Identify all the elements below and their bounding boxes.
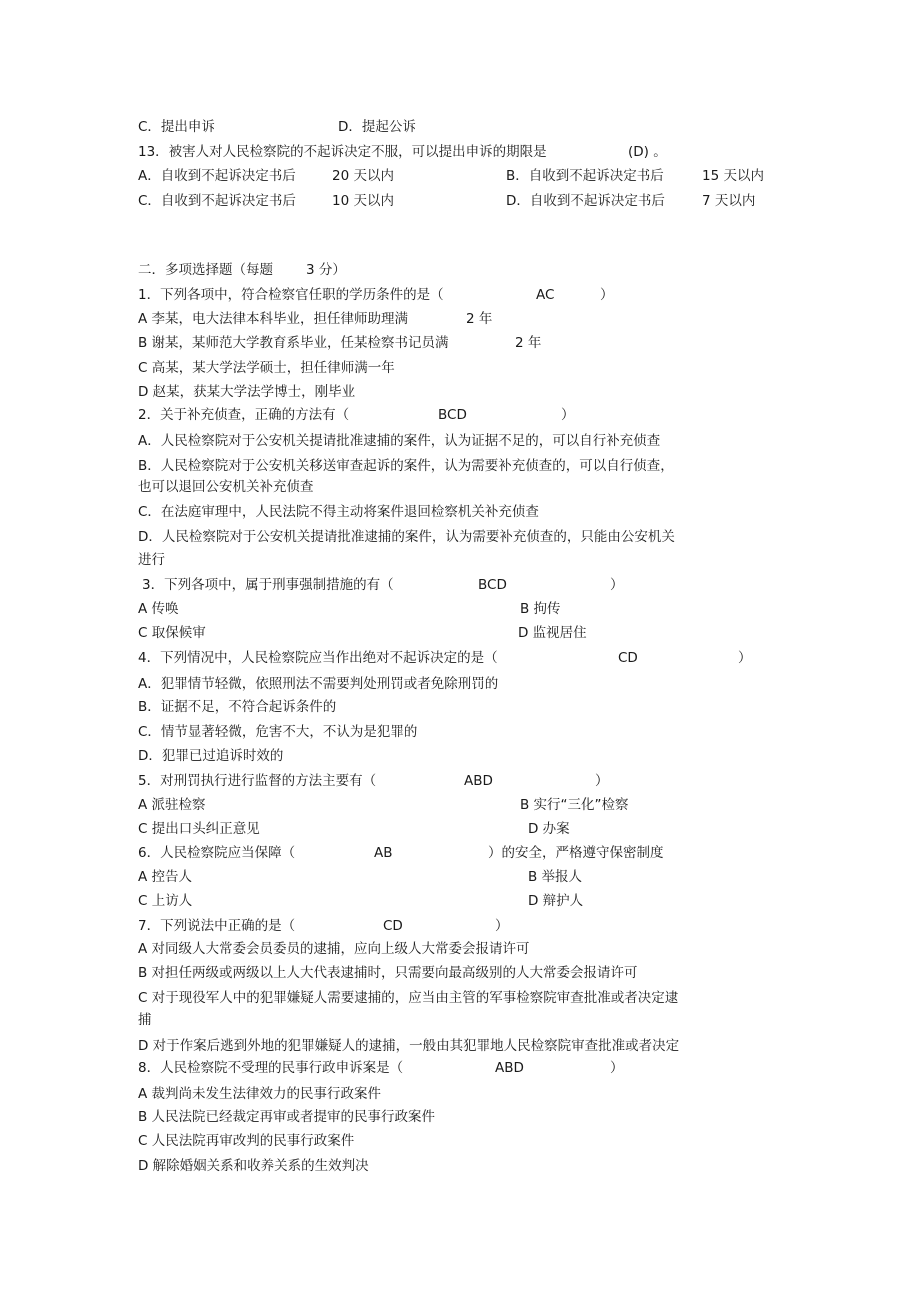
text-segment: D．自收到不起诉决定书后 bbox=[506, 193, 665, 209]
text-segment: ） bbox=[561, 407, 575, 423]
text-segment: B 人民法院已经裁定再审或者提审的民事行政案件 bbox=[138, 1109, 436, 1125]
text-segment: C．提出申诉 bbox=[138, 119, 215, 135]
text-segment: A．人民检察院对于公安机关提请批准逮捕的案件，认为证据不足的，可以自行补充侦查 bbox=[138, 433, 661, 449]
text-segment: AB bbox=[374, 845, 393, 861]
text-segment: A 对同级人大常委会员委员的逮捕，应向上级人大常委会报请许可 bbox=[138, 941, 530, 957]
text-segment: B 举报人 bbox=[528, 869, 583, 885]
text-segment: 5．对刑罚执行进行监督的方法主要有（ bbox=[138, 773, 377, 789]
text-segment: C．在法庭审理中，人民法院不得主动将案件退回检察机关补充侦查 bbox=[138, 504, 539, 520]
text-segment: ） bbox=[600, 287, 614, 303]
text-segment: A．自收到不起诉决定书后 bbox=[138, 168, 296, 184]
text-segment: 7 天以内 bbox=[702, 193, 756, 209]
text-segment: D 辩护人 bbox=[528, 893, 584, 909]
text-segment: D 监视居住 bbox=[518, 625, 587, 641]
text-segment: D 对于作案后逃到外地的犯罪嫌疑人的逮捕，一般由其犯罪地人民检察院审查批准或者决定 bbox=[138, 1038, 680, 1054]
text-segment: 捕 bbox=[138, 1012, 152, 1028]
text-segment: BCD bbox=[438, 407, 467, 423]
text-segment: 1．下列各项中，符合检察官任职的学历条件的是（ bbox=[138, 287, 444, 303]
text-segment: D 办案 bbox=[528, 821, 570, 837]
text-segment: D．人民检察院对于公安机关提请批准逮捕的案件，认为需要补充侦查的，只能由公安机关 bbox=[138, 529, 675, 545]
text-segment: ） bbox=[610, 577, 624, 593]
text-segment: ）的安全，严格遵守保密制度 bbox=[488, 845, 664, 861]
text-segment: B．证据不足，不符合起诉条件的 bbox=[138, 699, 337, 715]
text-segment: A 裁判尚未发生法律效力的民事行政案件 bbox=[138, 1086, 382, 1102]
text-segment: D．犯罪已过追诉时效的 bbox=[138, 748, 284, 764]
text-segment: ABD bbox=[495, 1060, 524, 1076]
text-segment: B 谢某，某师范大学教育系毕业，任某检察书记员满 bbox=[138, 335, 449, 351]
text-segment: B．人民检察院对于公安机关移送审查起诉的案件，认为需要补充侦查的，可以自行侦查， bbox=[138, 458, 674, 474]
text-segment: C 人民法院再审改判的民事行政案件 bbox=[138, 1133, 355, 1149]
text-segment: ） bbox=[495, 918, 509, 934]
text-segment: D．提起公诉 bbox=[338, 119, 416, 135]
text-segment: C 高某，某大学法学硕士，担任律师满一年 bbox=[138, 360, 395, 376]
text-segment: ） bbox=[610, 1060, 624, 1076]
text-segment: 2 年 bbox=[466, 311, 493, 327]
text-segment: C 提出口头纠正意见 bbox=[138, 821, 260, 837]
text-segment: C 上访人 bbox=[138, 893, 193, 909]
text-segment: ） bbox=[595, 773, 609, 789]
text-segment: 也可以退回公安机关补充侦查 bbox=[138, 479, 314, 495]
text-segment: 7．下列说法中正确的是（ bbox=[138, 918, 296, 934]
text-segment: 3 分） bbox=[306, 262, 346, 278]
text-segment: 13．被害人对人民检察院的不起诉决定不服，可以提出申诉的期限是 bbox=[138, 144, 547, 160]
text-segment: D 解除婚姻关系和收养关系的生效判决 bbox=[138, 1158, 369, 1174]
text-segment: 2．关于补充侦查，正确的方法有（ bbox=[138, 407, 350, 423]
text-segment: BCD bbox=[478, 577, 507, 593]
text-segment: 10 天以内 bbox=[332, 193, 394, 209]
text-segment: ） bbox=[738, 650, 752, 666]
text-segment: 6．人民检察院应当保障（ bbox=[138, 845, 296, 861]
text-segment: B 实行“三化”检察 bbox=[520, 797, 629, 813]
text-segment: B 对担任两级或两级以上人大代表逮捕时，只需要向最高级别的人大常委会报请许可 bbox=[138, 965, 638, 981]
text-segment: B．自收到不起诉决定书后 bbox=[506, 168, 664, 184]
text-segment: 3．下列各项中，属于刑事强制措施的有（ bbox=[142, 577, 394, 593]
text-segment: A 李某，电大法律本科毕业，担任律师助理满 bbox=[138, 311, 409, 327]
text-segment: 2 年 bbox=[515, 335, 542, 351]
text-segment: 15 天以内 bbox=[702, 168, 764, 184]
text-segment: C 对于现役军人中的犯罪嫌疑人需要逮捕的，应当由主管的军事检察院审查批准或者决定逮 bbox=[138, 990, 679, 1006]
text-segment: ABD bbox=[464, 773, 493, 789]
text-segment: B 拘传 bbox=[520, 601, 561, 617]
text-segment: A．犯罪情节轻微，依照刑法不需要判处刑罚或者免除刑罚的 bbox=[138, 676, 499, 692]
text-segment: 4．下列情况中，人民检察院应当作出绝对不起诉决定的是（ bbox=[138, 650, 498, 666]
text-segment: CD bbox=[383, 918, 403, 934]
text-segment: 二．多项选择题（每题 bbox=[138, 262, 273, 278]
text-segment: A 传唤 bbox=[138, 601, 179, 617]
text-segment: (D) 。 bbox=[628, 144, 667, 160]
text-segment: C．自收到不起诉决定书后 bbox=[138, 193, 296, 209]
text-segment: CD bbox=[618, 650, 638, 666]
text-segment: A 派驻检察 bbox=[138, 797, 206, 813]
text-segment: AC bbox=[536, 287, 555, 303]
text-segment: C 取保候审 bbox=[138, 625, 206, 641]
text-segment: C．情节显著轻微，危害不大，不认为是犯罪的 bbox=[138, 724, 418, 740]
text-segment: 8．人民检察院不受理的民事行政申诉案是（ bbox=[138, 1060, 404, 1076]
text-segment: 20 天以内 bbox=[332, 168, 394, 184]
text-segment: D 赵某，获某大学法学博士，刚毕业 bbox=[138, 384, 356, 400]
text-segment: A 控告人 bbox=[138, 869, 193, 885]
text-segment: 进行 bbox=[138, 552, 165, 568]
